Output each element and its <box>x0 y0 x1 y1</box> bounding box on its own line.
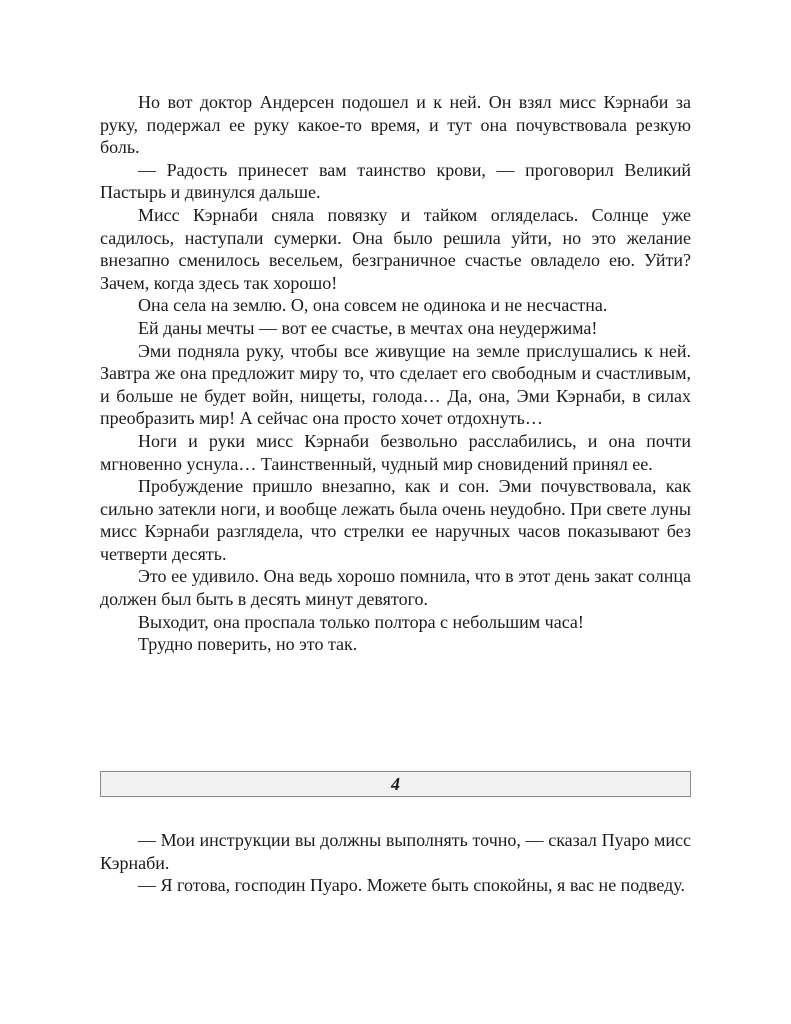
paragraph: Трудно поверить, но это так. <box>138 634 358 655</box>
paragraph: Ей даны мечты — вот ее счастье, в мечтах она неудержима! <box>138 317 598 338</box>
paragraph: Это ее удивило. Она ведь хорошо помнила, что в этот день закат солнца должен был быть в десять минут девятого. <box>100 566 691 610</box>
paragraph: Но вот доктор Андерсен подошел и к ней. Он взял мисс Кэрнаби за руку, подержал ее руку какое-то время, и тут она почувствовала резкую боль. <box>100 92 691 158</box>
paragraph: Мисс Кэрнаби сняла повязку и тайком огляделась. Солнце уже садилось, наступали сумерки. Она было решила уйти, но это желание внезапно сменилось весельем, безграничное счастье овладело ею. Уйти? Зачем, когда здесь так хорошо! <box>100 204 691 293</box>
paragraph: Ноги и руки мисс Кэрнаби безвольно расслабились, и она почти мгновенно уснула… Таинственный, чудный мир сновидений принял ее. <box>100 430 691 474</box>
body-text-top <box>100 91 691 656</box>
paragraph: Пробуждение пришло внезапно, как и сон. Эми почувствовала, как сильно затекли ноги, и вообще лежать была очень неудобно. При свете луны мисс Кэрнаби разглядела, что стрелки ее наручных часов показывают без четверти десять. <box>100 476 691 564</box>
paragraph: — Мои инструкции вы должны выполнять точно, — сказал Пуаро мисс Кэрнаби. <box>100 830 691 873</box>
paragraph: Она села на землю. О, она совсем не одинока и не несчастна. <box>138 295 608 316</box>
paragraph: — Я готова, господин Пуаро. Можете быть спокойны, я вас не подведу. <box>138 875 685 896</box>
chapter-heading <box>100 771 691 797</box>
paragraph: — Радость принесет вам таинство крови, — проговорил Великий Пастырь и двинулся дальше. <box>100 159 691 203</box>
chapter-number: 4 <box>391 773 400 794</box>
body-text-bottom <box>100 829 691 897</box>
paragraph: Эми подняла руку, чтобы все живущие на земле прислушались к ней. Завтра же она предложит миру то, что сделает его свободным и счастливым, и больше не будет войн, нищеты, голода… Да, она, Эми Кэрнаби, в силах преобразить мир! А сейчас она просто хочет отдохнуть… <box>100 340 691 429</box>
paragraph: Выходит, она проспала только полтора с небольшим часа! <box>138 611 584 632</box>
